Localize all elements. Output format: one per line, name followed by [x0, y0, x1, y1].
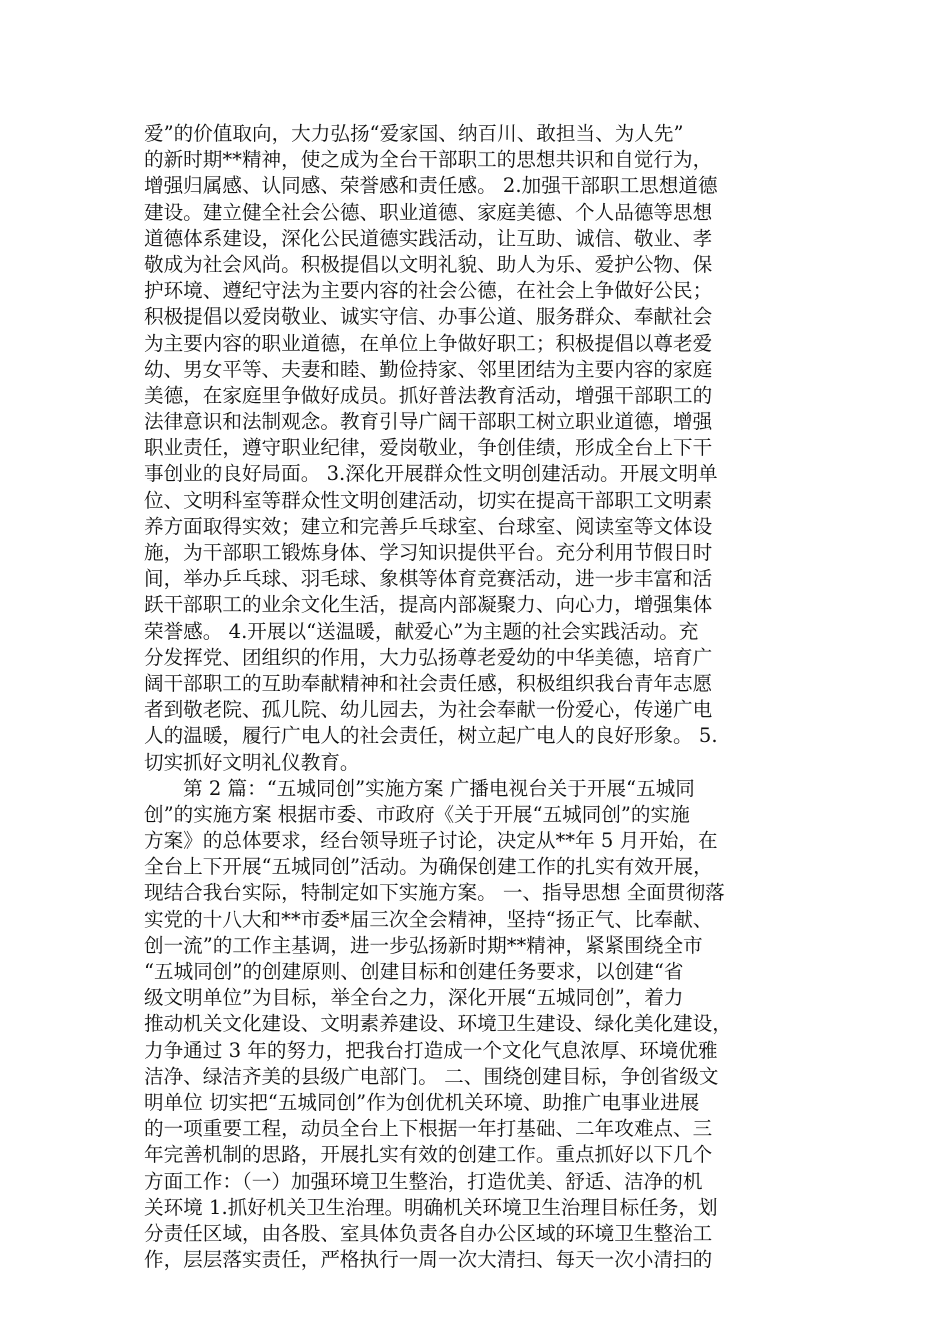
text-line: 敬成为社会风尚。积极提倡以文明礼貌、助人为乐、爱护公物、保: [144, 252, 713, 276]
text-line: 方面工作：（一）加强环境卫生整治，打造优美、舒适、洁净的机: [144, 1169, 703, 1193]
text-line: 的一项重要工程，动员全台上下根据一年打基础、二年攻难点、三: [144, 1117, 713, 1141]
text-line: 增强归属感、认同感、荣誉感和责任感。 2.加强干部职工思想道德: [144, 174, 718, 198]
text-line: 的新时期**精神，使之成为全台干部职工的思想共识和自觉行为，: [144, 148, 713, 172]
text-line: 力争通过 3 年的努力，把我台打造成一个文化气息浓厚、环境优雅: [144, 1038, 718, 1062]
text-line: 切实抓好文明礼仪教育。: [144, 750, 360, 774]
text-line: 法律意识和法制观念。教育引导广阔干部职工树立职业道德，增强: [144, 410, 713, 434]
text-line: 护环境、遵纪守法为主要内容的社会公德，在社会上争做好公民；: [144, 279, 713, 303]
text-line: 分责任区域，由各股、室具体负责各自办公区域的环境卫生整治工: [144, 1221, 713, 1245]
text-line: 道德体系建设，深化公民道德实践活动，让互助、诚信、敬业、孝: [144, 226, 713, 250]
text-line: 位、文明科室等群众性文明创建活动，切实在提高干部职工文明素: [144, 488, 713, 512]
text-line: 养方面取得实效；建立和完善乒乓球室、台球室、阅读室等文体设: [144, 514, 713, 538]
text-line: 明单位 切实把“五城同创”作为创优机关环境、助推广电事业进展: [144, 1090, 700, 1114]
text-line: 施，为干部职工锻炼身体、学习知识提供平台。充分利用节假日时: [144, 541, 713, 564]
text-line: 爱”的价值取向，大力弘扬“爱家国、纳百川、敢担当、为人先”: [144, 122, 684, 145]
text-line: 作，层层落实责任，严格执行一周一次大清扫、每天一次小清扫的: [144, 1248, 713, 1272]
text-line: 分发挥党、团组织的作用，大力弘扬尊老爱幼的中华美德，培育广: [144, 645, 713, 669]
text-line: 事创业的良好局面。 3.深化开展群众性文明创建活动。开展文明单: [144, 462, 718, 486]
text-line: 荣誉感。 4.开展以“送温暖，献爱心”为主题的社会实践活动。充: [144, 619, 699, 643]
document-body: [144, 121, 808, 1273]
text-line: 级文明单位”为目标，举全台之力，深化开展“五城同创”，着力: [144, 986, 684, 1010]
text-line: 全台上下开展“五城同创”活动。为确保创建工作的扎实有效开展，: [144, 855, 713, 879]
text-line: 建设。建立健全社会公德、职业道德、家庭美德、个人品德等思想: [144, 200, 713, 224]
text-line: 推动机关文化建设、文明素养建设、环境卫生建设、绿化美化建设，: [144, 1012, 732, 1036]
text-line: 方案》的总体要求，经台领导班子讨论，决定从**年 5 月开始，在: [144, 829, 718, 853]
text-line: 为主要内容的职业道德，在单位上争做好职工；积极提倡以尊老爱: [144, 331, 713, 355]
text-line: 现结合我台实际，特制定如下实施方案。 一、指导思想 全面贯彻落: [144, 881, 725, 905]
text-line: 职业责任，遵守职业纪律，爱岗敬业，争创佳绩，形成全台上下干: [144, 436, 713, 460]
text-line: 关环境 1.抓好机关卫生治理。明确机关环境卫生治理目标任务，划: [144, 1195, 718, 1219]
text-line: 积极提倡以爱岗敬业、诚实守信、办事公道、服务群众、奉献社会: [144, 305, 713, 329]
text-line: 阔干部职工的互助奉献精神和社会责任感，积极组织我台青年志愿: [144, 671, 713, 695]
text-line: 美德，在家庭里争做好成员。抓好普法教育活动，增强干部职工的: [144, 383, 713, 407]
text-line: 洁净、绿洁齐美的县级广电部门。 二、围绕创建目标，争创省级文: [144, 1064, 719, 1088]
text-line: 第 2 篇：“五城同创”实施方案 广播电视台关于开展“五城同: [183, 776, 695, 800]
text-line: 跃干部职工的业余文化生活，提高内部凝聚力、向心力，增强集体: [144, 593, 713, 617]
text-line: 实党的十八大和**市委*届三次全会精神，坚持“扬正气、比奉献、: [144, 907, 713, 931]
text-line: “五城同创”的创建原则、创建目标和创建任务要求，以创建“省: [144, 960, 684, 983]
text-line: 人的温暖，履行广电人的社会责任，树立起广电人的良好形象。 5.: [144, 724, 718, 748]
text-line: 幼、男女平等、夫妻和睦、勤俭持家、邻里团结为主要内容的家庭: [144, 357, 713, 381]
text-line: 创一流”的工作主基调，进一步弘扬新时期**精神，紧紧围绕全市: [144, 933, 703, 957]
text-line: 年完善机制的思路，开展扎实有效的创建工作。重点抓好以下几个: [144, 1143, 713, 1167]
text-line: 创”的实施方案 根据市委、市政府《关于开展“五城同创”的实施: [144, 802, 690, 826]
text-line: 间，举办乒乓球、羽毛球、象棋等体育竞赛活动，进一步丰富和活: [144, 567, 713, 591]
text-line: 者到敬老院、孤儿院、幼儿园去，为社会奉献一份爱心，传递广电: [144, 698, 713, 722]
